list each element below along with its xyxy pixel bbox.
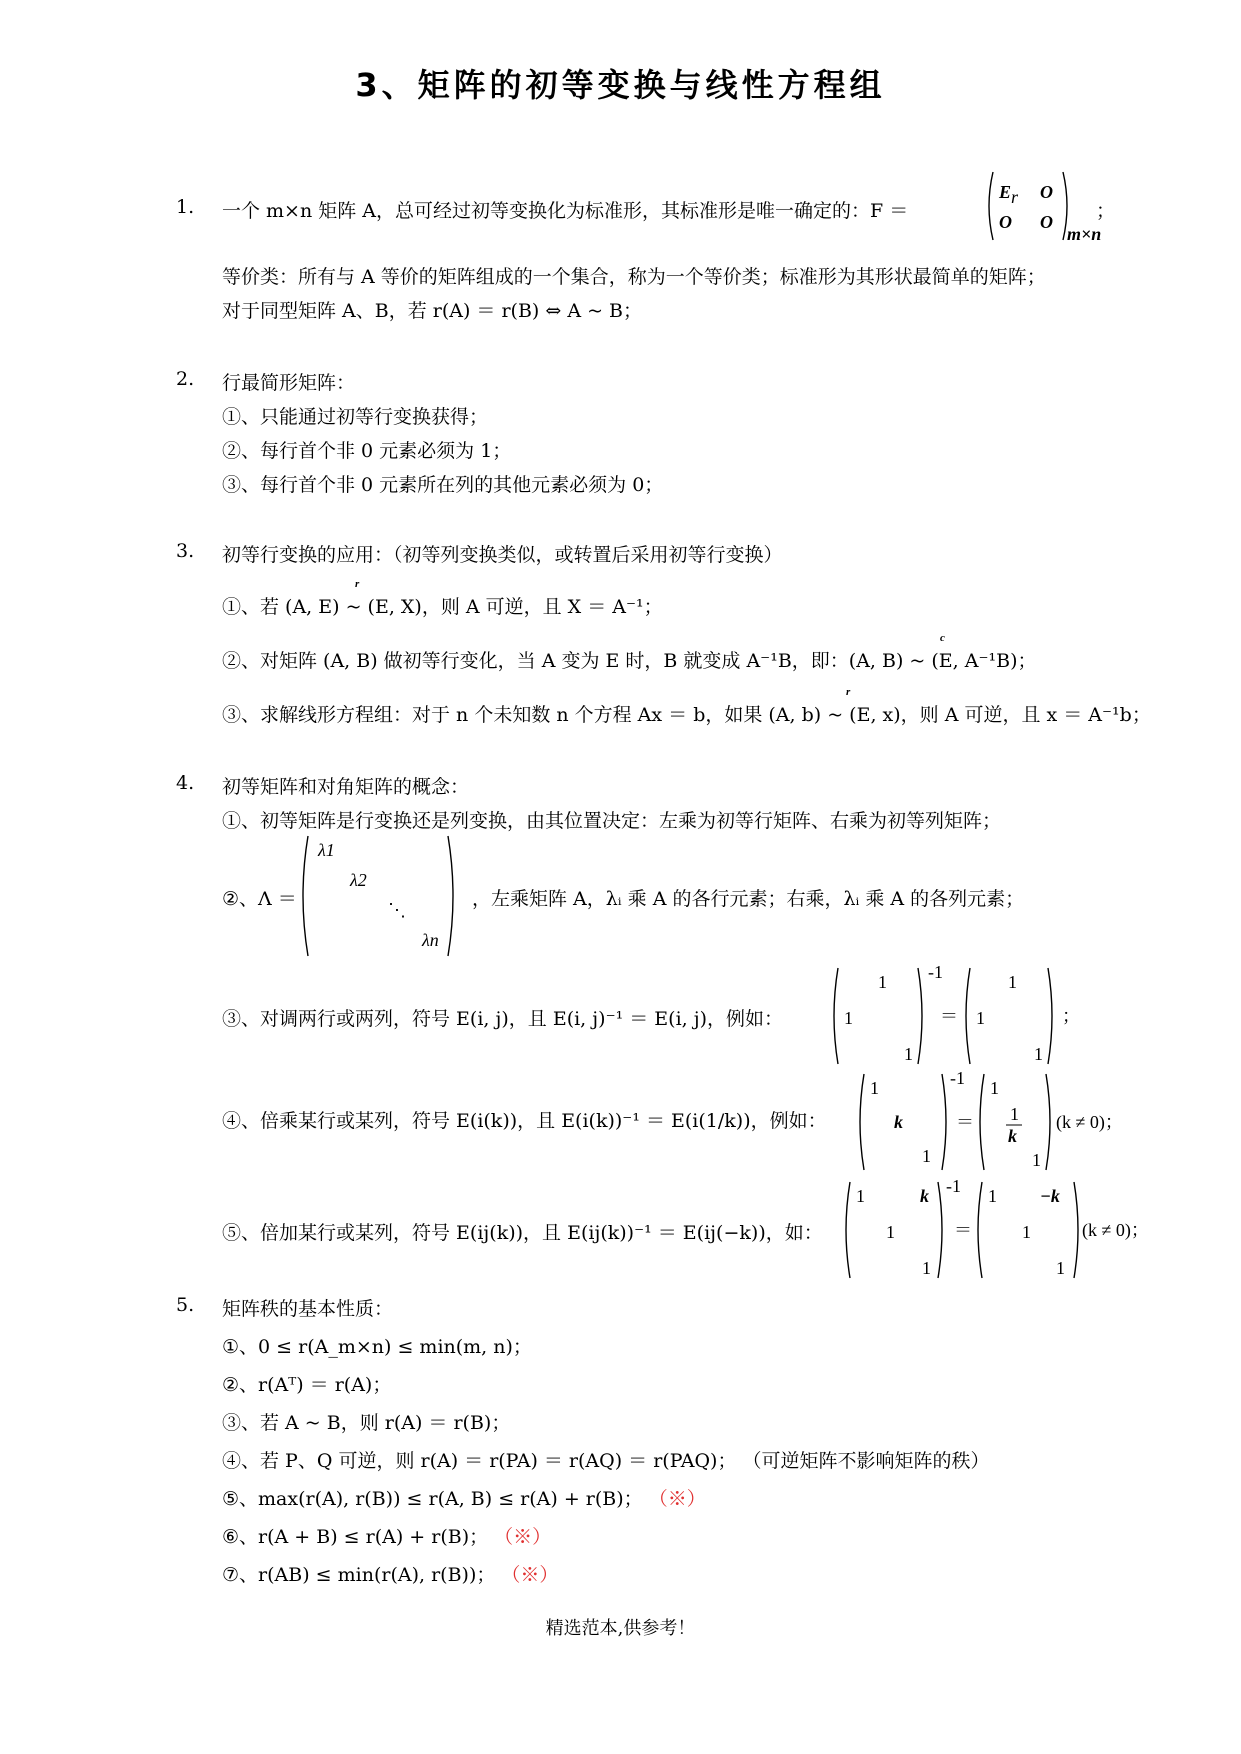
equals-sign: ＝ — [940, 1006, 958, 1026]
er-sub: r — [1011, 187, 1019, 207]
footer-note: 精选范本,供参考！ — [545, 1618, 696, 1639]
equals-sign: ＝ — [954, 1220, 972, 1240]
cell: −k — [1040, 1186, 1060, 1206]
important-mark: （※） — [648, 1488, 706, 1510]
inverse-exponent: -1 — [950, 1068, 965, 1088]
s3-item: ②、对矩阵 (A, B) 做初等行变化，当 A 变为 E 时，B 就变成 A⁻¹B，即：(A, B) ~ (E, A⁻¹B)； — [222, 650, 1037, 672]
cell: 1 — [1056, 1258, 1065, 1278]
s4-item-3-lead: ③、对调两行或两列，符号 E(i, j)，且 E(i, j)⁻¹ ＝ E(i, j)，例如： — [222, 1008, 784, 1030]
section-3-number: 3. — [176, 540, 195, 562]
rank-property: ②、r(Aᵀ) ＝ r(A)； — [222, 1374, 392, 1396]
s4-item-2-lead: ②、Λ ＝ — [222, 888, 297, 910]
diag-entry: ⋱ — [388, 900, 406, 920]
s1-line-2: 等价类：所有与 A 等价的矩阵组成的一个集合，称为一个等价类；标准形为其形状最简单的矩阵； — [222, 266, 1046, 288]
svg-text:E: E — [999, 182, 1012, 202]
cell: 1 — [1022, 1222, 1031, 1242]
s2-head: 行最简形矩阵： — [222, 372, 356, 394]
cell: 1 — [870, 1078, 879, 1098]
s4-item-4-lead: ④、倍乘某行或某列，符号 E(i(k))，且 E(i(k))⁻¹ ＝ E(i(1/k))，例如： — [222, 1110, 827, 1132]
scale-matrix-inverse — [856, 1068, 1126, 1172]
item-3-tail: ； — [1062, 1006, 1080, 1026]
inverse-exponent: -1 — [946, 1176, 961, 1196]
s4-head: 初等矩阵和对角矩阵的概念： — [222, 776, 470, 798]
diagonal-matrix — [298, 834, 458, 958]
rank-property: ⑥、r(A + B) ≤ r(A) + r(B)； （※） — [222, 1526, 552, 1548]
add-matrix-inverse — [842, 1176, 1149, 1280]
standard-form-matrix — [985, 170, 1102, 244]
frac-den: k — [1008, 1126, 1017, 1146]
cell: 1 — [1032, 1150, 1041, 1170]
inverse-exponent: -1 — [928, 962, 943, 982]
col-op-mark: c — [940, 632, 945, 644]
cell: 1 — [922, 1258, 931, 1278]
s1-line-1-end: ； — [1096, 200, 1116, 222]
diag-entry: λ2 — [350, 870, 367, 890]
cell: 1 — [988, 1186, 997, 1206]
item-5-tail: (k ≠ 0)； — [1082, 1220, 1149, 1240]
row-op-mark: r — [355, 578, 360, 590]
diag-entry: λ1 — [318, 840, 335, 860]
s2-item: ①、只能通过初等行变换获得； — [222, 406, 489, 428]
s3-item: ③、求解线形方程组：对于 n 个未知数 n 个方程 Ax ＝ b，如果 (A, b) ~ (E, x)，则 A 可逆，且 x ＝ A⁻¹b； — [222, 704, 1151, 726]
s2-item: ②、每行首个非 0 元素必须为 1； — [222, 440, 512, 462]
section-1-number: 1. — [176, 196, 195, 218]
s2-item: ③、每行首个非 0 元素所在列的其他元素必须为 0； — [222, 474, 664, 496]
cell: 1 — [976, 1008, 985, 1028]
cell: 1 — [922, 1146, 931, 1166]
s1-line-1: 一个 m×n 矩阵 A，总可经过初等变换化为标准形，其标准形是唯一确定的：F ＝ — [222, 200, 909, 222]
cell: k — [894, 1112, 903, 1132]
rank-property: ①、0 ≤ r(A_m×n) ≤ min(m, n)； — [222, 1336, 532, 1358]
important-mark: （※） — [494, 1526, 552, 1548]
cell: 1 — [844, 1008, 853, 1028]
cell: 1 — [886, 1222, 895, 1242]
s4-item-5-lead: ⑤、倍加某行或某列，符号 E(ij(k))，且 E(ij(k))⁻¹ ＝ E(ij(−k))，如： — [222, 1222, 823, 1244]
cell: 1 — [856, 1186, 865, 1206]
cell: 1 — [1034, 1044, 1043, 1064]
s5-head: 矩阵秩的基本性质： — [222, 1298, 394, 1320]
cell-O-2: O — [999, 212, 1012, 232]
rank-note: （可逆矩阵不影响矩阵的秩） — [742, 1450, 990, 1472]
cell: 1 — [990, 1078, 999, 1098]
s4-item-1: ①、初等矩阵是行变换还是列变换，由其位置决定：左乘为初等行矩阵、右乘为初等列矩阵； — [222, 810, 1002, 832]
s3-item: ①、若 (A, E) ~ (E, X)，则 A 可逆，且 X ＝ A⁻¹； — [222, 596, 663, 618]
important-mark: （※） — [501, 1564, 559, 1586]
rank-property: ⑦、r(AB) ≤ min(r(A), r(B))； （※） — [222, 1564, 559, 1586]
rank-property: ③、若 A ~ B，则 r(A) ＝ r(B)； — [222, 1412, 511, 1434]
cell-O-1: O — [1040, 182, 1053, 202]
cell: k — [920, 1186, 929, 1206]
row-op-mark: r — [846, 686, 851, 698]
section-5-number: 5. — [176, 1294, 195, 1316]
s3-head: 初等行变换的应用：（初等列变换类似，或转置后采用初等行变换） — [222, 544, 783, 566]
cell-O-3: O — [1040, 212, 1053, 232]
size-sub: m×n — [1067, 224, 1102, 244]
item-4-tail: (k ≠ 0)； — [1056, 1112, 1123, 1132]
page-title: 3、矩阵的初等变换与线性方程组 — [355, 66, 886, 104]
section-4-number: 4. — [176, 772, 195, 794]
section-2-number: 2. — [176, 368, 195, 390]
swap-matrix-inverse — [830, 962, 1100, 1066]
diag-entry: λn — [422, 930, 439, 950]
s1-line-3: 对于同型矩阵 A、B，若 r(A) ＝ r(B) ⇔ A ~ B； — [222, 300, 643, 322]
cell: 1 — [904, 1044, 913, 1064]
rank-property: ⑤、max(r(A), r(B)) ≤ r(A, B) ≤ r(A) + r(B)； （※） — [222, 1488, 706, 1510]
equals-sign: ＝ — [956, 1112, 974, 1132]
s4-item-2-tail: ，左乘矩阵 A，λᵢ 乘 A 的各行元素；右乘，λᵢ 乘 A 的各列元素； — [472, 888, 1025, 910]
rank-property: ④、若 P、Q 可逆，则 r(A) ＝ r(PA) ＝ r(AQ) ＝ r(PAQ)； （可逆矩阵不影响矩阵的秩） — [222, 1450, 990, 1472]
frac-num: 1 — [1010, 1104, 1019, 1124]
cell: 1 — [1008, 972, 1017, 992]
cell: 1 — [878, 972, 887, 992]
